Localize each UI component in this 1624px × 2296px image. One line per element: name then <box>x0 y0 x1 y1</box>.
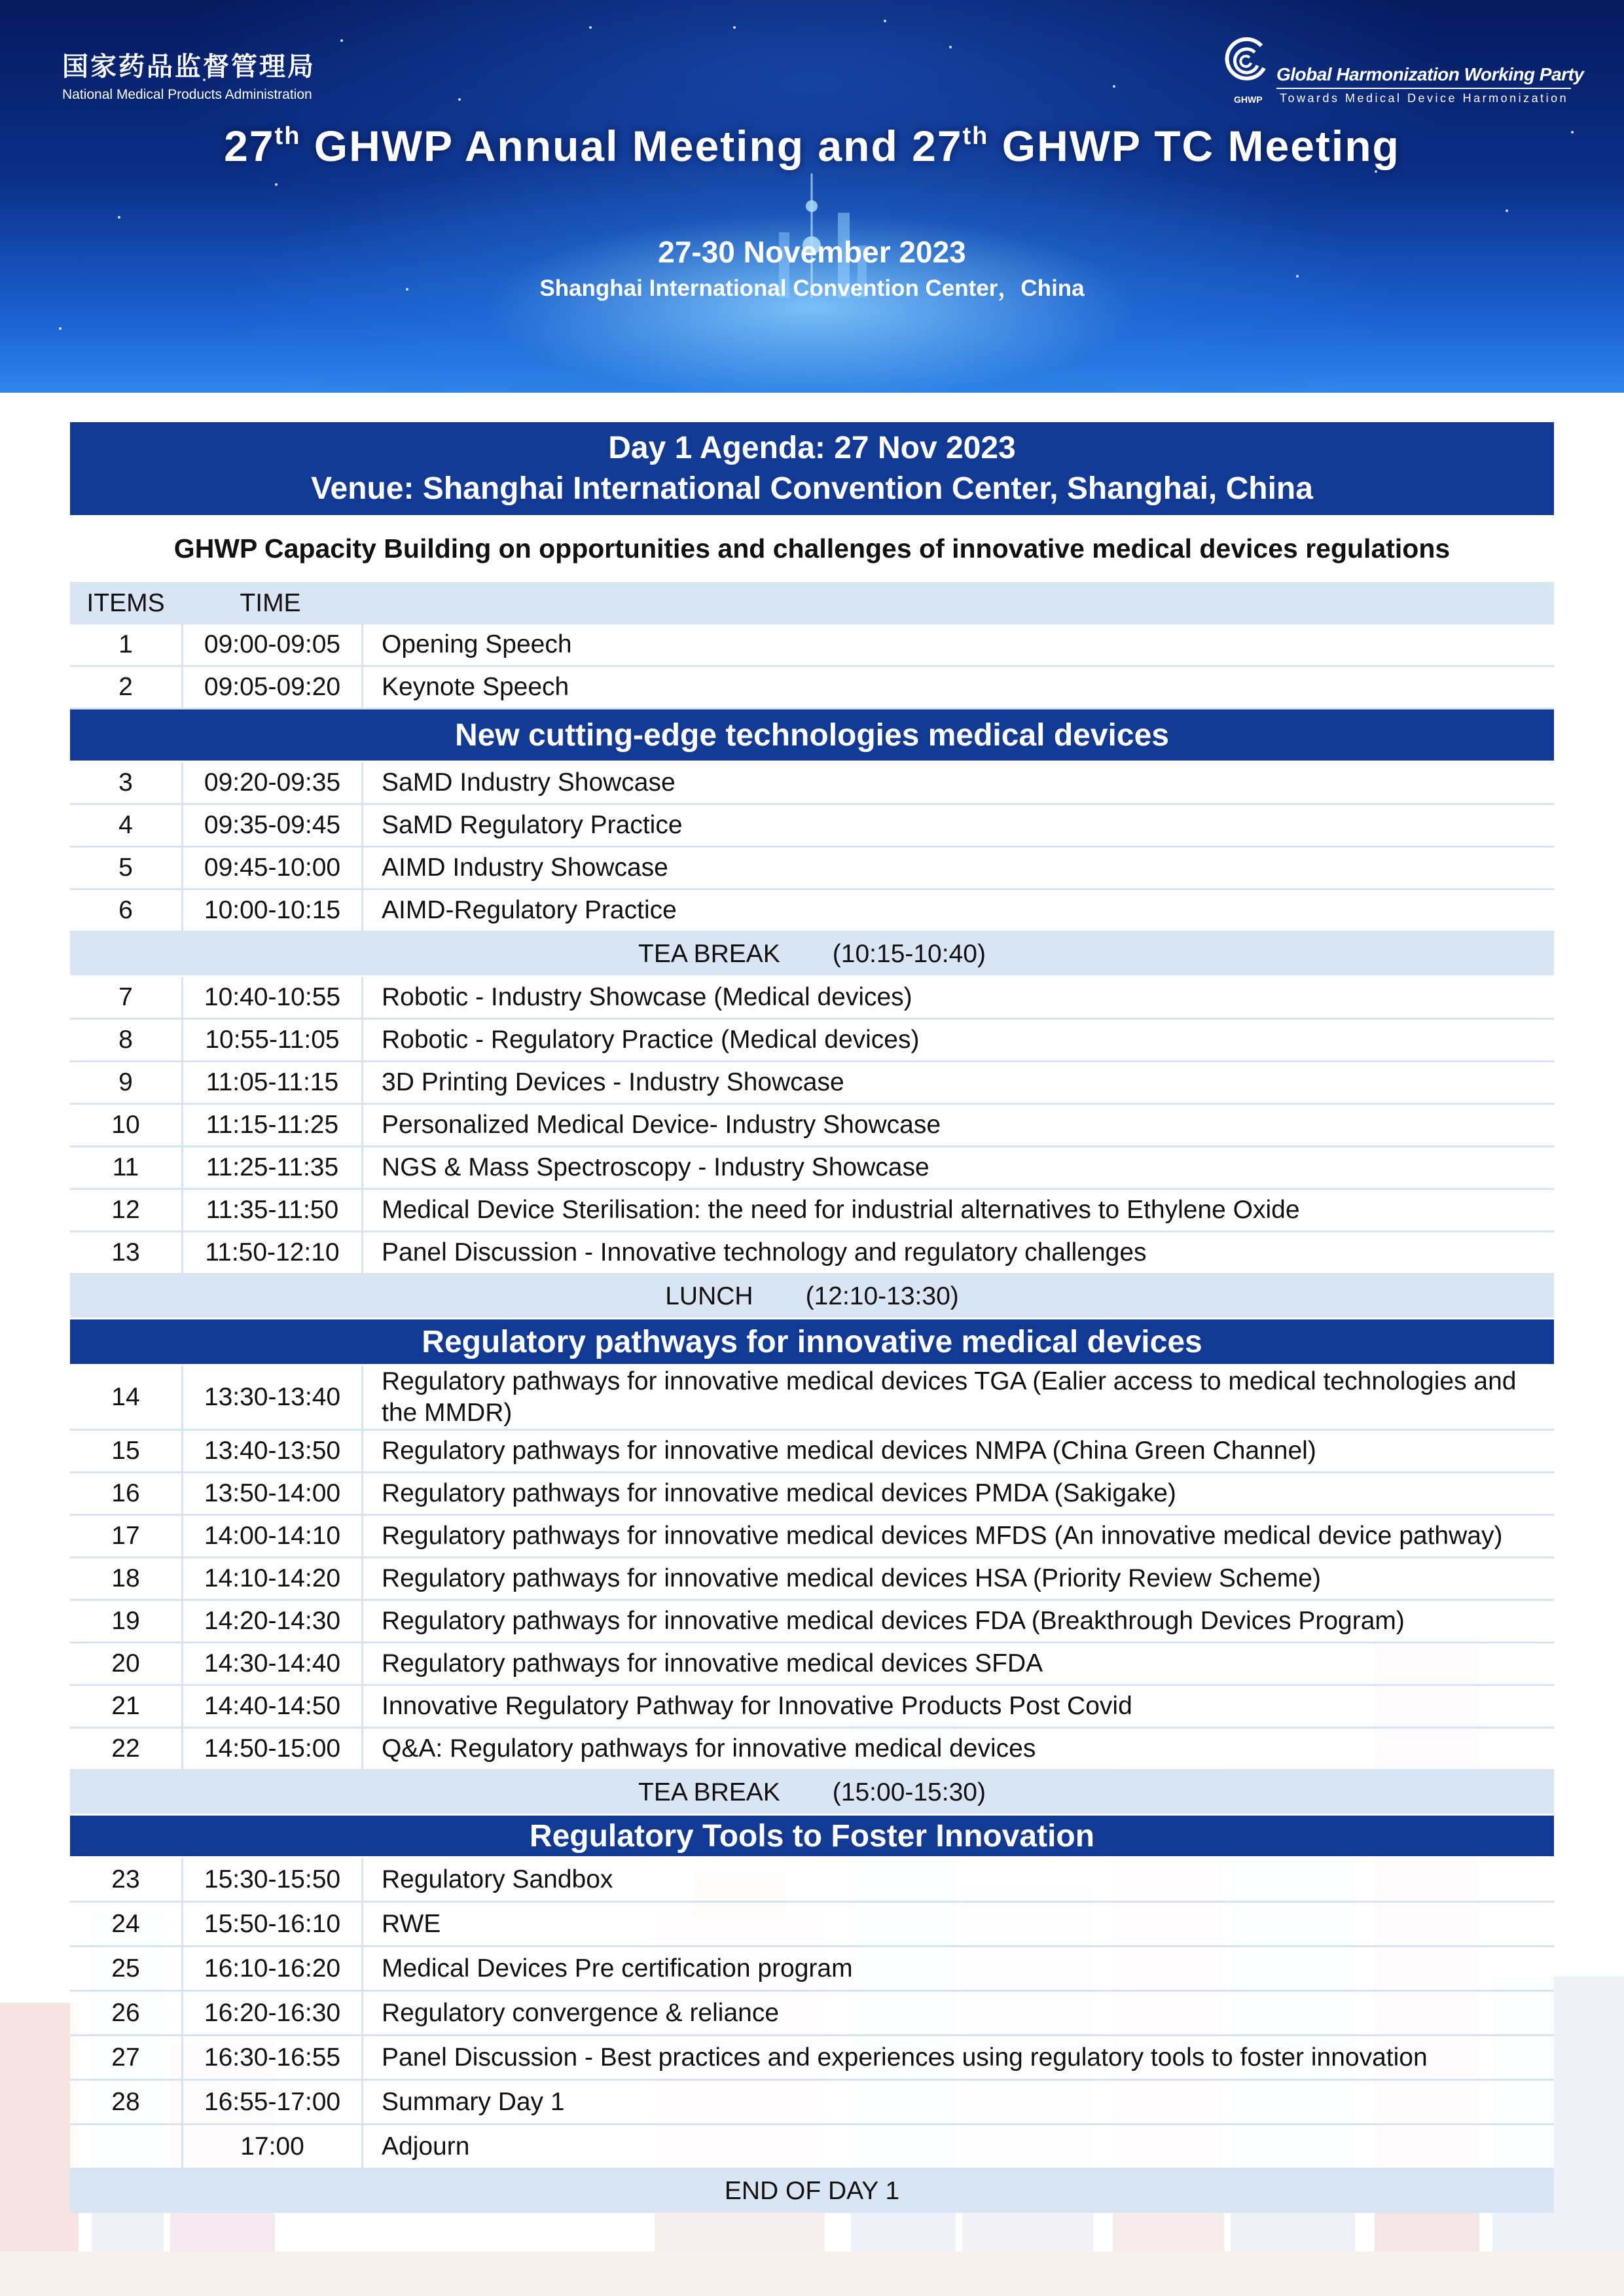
agenda-time: 14:00-14:10 <box>183 1516 363 1556</box>
agenda-row <box>70 1686 1554 1729</box>
agenda-time: 11:05-11:15 <box>183 1062 363 1103</box>
agenda-description: 3D Printing Devices - Industry Showcase <box>382 1068 844 1096</box>
agenda-description: Regulatory pathways for innovative medical devices MFDS (An innovative medical device pathway) <box>382 1522 1503 1550</box>
ghwp-name: Global Harmonization Working Party <box>1276 64 1584 84</box>
agenda-description: Robotic - Industry Showcase (Medical devices) <box>382 983 912 1011</box>
agenda-time: 09:05-09:20 <box>183 667 363 708</box>
agenda-description: Regulatory pathways for innovative medical devices NMPA (China Green Channel) <box>382 1437 1316 1465</box>
rows-pathways <box>70 1366 1554 1771</box>
agenda-time: 09:00-09:05 <box>183 624 363 665</box>
tea-break-1-label: TEA BREAK <box>638 939 780 968</box>
event-title-part2: GHWP Annual Meeting and 27 <box>300 122 963 170</box>
section-header-tools: Regulatory Tools to Foster Innovation <box>70 1816 1554 1858</box>
agenda-item-number: 15 <box>70 1431 183 1471</box>
agenda-time: 16:30-16:55 <box>183 2036 363 2079</box>
agenda-item-number: 19 <box>70 1601 183 1641</box>
agenda-item-number: 5 <box>70 848 183 888</box>
nmpa-name-en: National Medical Products Administration <box>62 87 312 102</box>
agenda-time: 11:35-11:50 <box>183 1190 363 1230</box>
rows-opening <box>70 624 1554 709</box>
agenda-time: 13:50-14:00 <box>183 1473 363 1514</box>
agenda-description: Innovative Regulatory Pathway for Innovative Products Post Covid <box>382 1692 1132 1720</box>
agenda-description: SaMD Regulatory Practice <box>382 811 683 839</box>
agenda-row <box>70 805 1554 848</box>
agenda-time: 13:40-13:50 <box>183 1431 363 1471</box>
rows-tools <box>70 1858 1554 2170</box>
agenda-description: Q&A: Regulatory pathways for innovative medical devices <box>382 1734 1036 1763</box>
ghwp-swirl-icon <box>1221 34 1273 86</box>
agenda-row <box>70 1105 1554 1147</box>
agenda-row <box>70 762 1554 805</box>
agenda-time: 10:40-10:55 <box>183 977 363 1018</box>
agenda-item-number: 22 <box>70 1729 183 1769</box>
agenda-description: RWE <box>382 1909 441 1938</box>
agenda-row <box>70 667 1554 709</box>
agenda-item-number: 27 <box>70 2036 183 2079</box>
agenda-time: 09:35-09:45 <box>183 805 363 846</box>
agenda-description: Opening Speech <box>382 630 572 658</box>
agenda-row <box>70 1473 1554 1516</box>
event-dates: 27-30 November 2023 <box>658 235 966 269</box>
agenda-time: 13:30-13:40 <box>183 1366 363 1429</box>
agenda-description: Keynote Speech <box>382 673 569 701</box>
agenda-item-number: 21 <box>70 1686 183 1727</box>
agenda-item-number: 14 <box>70 1366 183 1429</box>
agenda-time: 10:00-10:15 <box>183 890 363 931</box>
ghwp-logo <box>1221 34 1584 106</box>
agenda-description: Regulatory pathways for innovative medical devices FDA (Breakthrough Devices Program) <box>382 1607 1405 1635</box>
agenda-row <box>70 1020 1554 1062</box>
agenda-item-number: 2 <box>70 667 183 708</box>
agenda-row <box>70 1601 1554 1643</box>
tea-break-2 <box>70 1771 1554 1816</box>
event-venue: Shanghai International Convention Center，China <box>539 276 1085 301</box>
section-header-pathways: Regulatory pathways for innovative medical devices <box>70 1319 1554 1366</box>
lunch-break <box>70 1275 1554 1319</box>
agenda-item-number: 28 <box>70 2081 183 2123</box>
nmpa-logo <box>62 46 316 103</box>
agenda-row <box>70 2081 1554 2125</box>
column-header-time: TIME <box>240 588 301 617</box>
agenda-item-number: 9 <box>70 1062 183 1103</box>
agenda-time: 15:30-15:50 <box>183 1858 363 1901</box>
agenda-time: 14:10-14:20 <box>183 1558 363 1599</box>
agenda-row <box>70 1858 1554 1903</box>
agenda-description: Regulatory pathways for innovative medical devices SFDA <box>382 1649 1043 1677</box>
agenda-row <box>70 624 1554 667</box>
event-title <box>0 121 1624 171</box>
agenda-item-number: 26 <box>70 1992 183 2034</box>
agenda-item-number: 20 <box>70 1643 183 1684</box>
agenda-item-number: 13 <box>70 1232 183 1273</box>
agenda-row <box>70 1992 1554 2036</box>
agenda-row <box>70 1516 1554 1558</box>
day-header <box>70 422 1554 515</box>
agenda-row <box>70 2125 1554 2170</box>
agenda-row <box>70 848 1554 890</box>
column-header-items: ITEMS <box>86 588 165 617</box>
agenda-description: Medical Device Sterilisation: the need for industrial alternatives to Ethylene Oxide <box>382 1196 1300 1224</box>
agenda-description: SaMD Industry Showcase <box>382 768 676 797</box>
agenda-row <box>70 1232 1554 1275</box>
agenda-item-number: 1 <box>70 624 183 665</box>
agenda-description: Summary Day 1 <box>382 2087 565 2116</box>
event-title-part3: GHWP TC Meeting <box>988 122 1400 170</box>
agenda-description: Regulatory pathways for innovative medical devices HSA (Priority Review Scheme) <box>382 1564 1321 1592</box>
agenda-row <box>70 1643 1554 1686</box>
agenda-description: NGS & Mass Spectroscopy - Industry Showcase <box>382 1153 929 1181</box>
agenda-time: 11:15-11:25 <box>183 1105 363 1145</box>
rows-cutting-edge-1 <box>70 762 1554 933</box>
agenda-row <box>70 1062 1554 1105</box>
agenda-time: 11:25-11:35 <box>183 1147 363 1188</box>
agenda-description: Adjourn <box>382 2132 470 2161</box>
agenda-row <box>70 2036 1554 2081</box>
agenda-item-number: 12 <box>70 1190 183 1230</box>
event-title-part1: 27 <box>224 122 275 170</box>
agenda-time: 11:50-12:10 <box>183 1232 363 1273</box>
agenda-description: Regulatory convergence & reliance <box>382 1998 780 2027</box>
section-header-cutting-edge: New cutting-edge technologies medical devices <box>70 709 1554 762</box>
agenda-row <box>70 1558 1554 1601</box>
agenda-item-number <box>70 2125 183 2168</box>
agenda-item-number: 6 <box>70 890 183 931</box>
tea-break-1 <box>70 933 1554 977</box>
agenda-time: 14:50-15:00 <box>183 1729 363 1769</box>
agenda-time: 14:30-14:40 <box>183 1643 363 1684</box>
agenda-time: 15:50-16:10 <box>183 1903 363 1945</box>
agenda-row <box>70 1903 1554 1947</box>
agenda-description: Panel Discussion - Best practices and experiences using regulatory tools to foster innovation <box>382 2043 1428 2072</box>
agenda-time: 16:10-16:20 <box>183 1947 363 1990</box>
agenda-item-number: 25 <box>70 1947 183 1990</box>
agenda-row <box>70 1366 1554 1431</box>
agenda-row <box>70 1147 1554 1190</box>
column-header-row <box>70 582 1554 624</box>
agenda-description: Personalized Medical Device- Industry Showcase <box>382 1111 941 1139</box>
ghwp-tagline: Towards Medical Device Harmonization <box>1280 92 1569 105</box>
event-title-sup1: th <box>274 122 301 150</box>
agenda-item-number: 7 <box>70 977 183 1018</box>
agenda-item-number: 24 <box>70 1903 183 1945</box>
agenda-time: 09:45-10:00 <box>183 848 363 888</box>
agenda-item-number: 18 <box>70 1558 183 1599</box>
agenda-item-number: 16 <box>70 1473 183 1514</box>
agenda-time: 17:00 <box>183 2125 363 2168</box>
agenda-table <box>70 422 1554 2213</box>
agenda-item-number: 11 <box>70 1147 183 1188</box>
agenda-item-number: 10 <box>70 1105 183 1145</box>
agenda-item-number: 23 <box>70 1858 183 1901</box>
agenda-description: AIMD Industry Showcase <box>382 853 668 882</box>
tea-break-2-label: TEA BREAK <box>638 1778 780 1806</box>
agenda-item-number: 8 <box>70 1020 183 1060</box>
ghwp-abbr: GHWP <box>1234 94 1263 105</box>
agenda-time: 14:40-14:50 <box>183 1686 363 1727</box>
tea-break-1-time: (10:15-10:40) <box>832 939 986 968</box>
agenda-time: 16:20-16:30 <box>183 1992 363 2034</box>
rows-cutting-edge-2 <box>70 977 1554 1275</box>
lunch-time: (12:10-13:30) <box>805 1282 959 1310</box>
agenda-description: Regulatory pathways for innovative medical devices TGA (Ealier access to medical technologies and the MMDR) <box>382 1367 1517 1427</box>
agenda-time: 16:55-17:00 <box>183 2081 363 2123</box>
nmpa-name-cn: 国家药品监督管理局 <box>62 52 316 82</box>
agenda-time: 09:20-09:35 <box>183 762 363 803</box>
agenda-row <box>70 890 1554 933</box>
agenda-row <box>70 1431 1554 1473</box>
lunch-label: LUNCH <box>665 1282 753 1310</box>
event-banner <box>0 0 1624 393</box>
end-of-day-banner: END OF DAY 1 <box>70 2170 1554 2213</box>
agenda-description: Robotic - Regulatory Practice (Medical devices) <box>382 1026 920 1054</box>
agenda-description: Regulatory Sandbox <box>382 1865 613 1893</box>
agenda-time: 14:20-14:30 <box>183 1601 363 1641</box>
tea-break-2-time: (15:00-15:30) <box>832 1778 986 1806</box>
agenda-item-number: 4 <box>70 805 183 846</box>
agenda-item-number: 17 <box>70 1516 183 1556</box>
event-title-sup2: th <box>962 122 989 150</box>
agenda-item-number: 3 <box>70 762 183 803</box>
agenda-description: Regulatory pathways for innovative medical devices PMDA (Sakigake) <box>382 1479 1176 1507</box>
agenda-description: AIMD-Regulatory Practice <box>382 896 677 924</box>
agenda-row <box>70 977 1554 1020</box>
agenda-row <box>70 1190 1554 1232</box>
day-venue: Venue: Shanghai International Convention Center, Shanghai, China <box>311 471 1313 506</box>
agenda-subtitle: GHWP Capacity Building on opportunities and challenges of innovative medical devices regulations <box>70 515 1554 582</box>
ghwp-divider <box>1276 88 1571 89</box>
agenda-description: Panel Discussion - Innovative technology and regulatory challenges <box>382 1238 1147 1266</box>
agenda-row <box>70 1947 1554 1992</box>
agenda-row <box>70 1729 1554 1771</box>
agenda-description: Medical Devices Pre certification program <box>382 1954 853 1982</box>
day-title: Day 1 Agenda: 27 Nov 2023 <box>608 431 1016 465</box>
agenda-time: 10:55-11:05 <box>183 1020 363 1060</box>
